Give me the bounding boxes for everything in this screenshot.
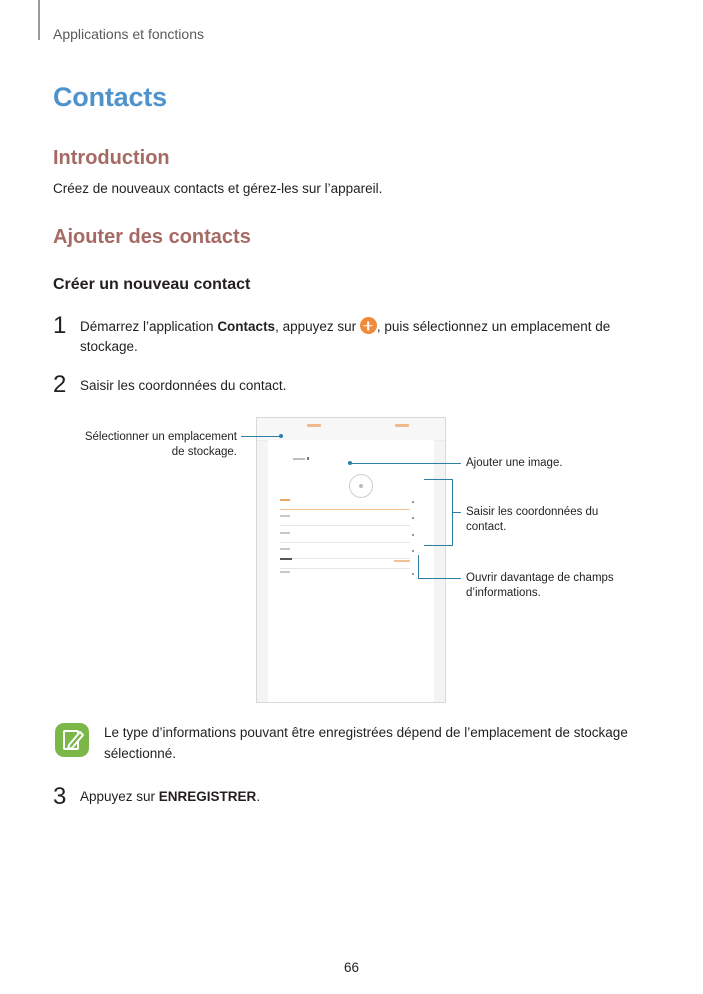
- form-field-line: [280, 525, 410, 526]
- storage-leader-line: [241, 436, 281, 437]
- step-text-part: .: [256, 789, 261, 804]
- form-field-label: [280, 532, 290, 534]
- step-number: 1: [53, 312, 67, 339]
- form-field-line: [280, 509, 410, 510]
- introduction-heading: Introduction: [53, 147, 170, 169]
- cancel-tab: [307, 424, 321, 427]
- callout-text: Saisir les coordonnées du: [466, 506, 599, 518]
- save-tab: [395, 424, 409, 427]
- step-text-part: , appuyez sur: [275, 319, 360, 334]
- image-leader-dot: [348, 461, 352, 465]
- form-field: [280, 570, 420, 582]
- form-field-line: [280, 542, 410, 543]
- camera-icon: [359, 484, 363, 488]
- step-number: 2: [53, 371, 67, 398]
- introduction-text: Créez de nouveaux contacts et gérez-les sur l’appareil.: [53, 181, 383, 196]
- step-text-part: Appuyez sur: [80, 789, 159, 804]
- callout-text: d’informations.: [466, 587, 541, 599]
- more-leader-horizontal: [418, 578, 461, 579]
- note-pencil-icon: [55, 723, 89, 757]
- details-bracket-bottom: [424, 545, 453, 546]
- screenshot-top-bar: [257, 418, 445, 441]
- step-3-text: [80, 787, 260, 807]
- note-line: sélectionné.: [104, 746, 177, 761]
- callout-details: [466, 505, 598, 535]
- app-name: Contacts: [217, 319, 276, 334]
- form-field-label: [280, 548, 290, 550]
- details-leader-line: [452, 512, 461, 513]
- form-field-label: [280, 558, 292, 560]
- step-text-part: Démarrez l’application: [80, 319, 218, 334]
- header-rule: [38, 0, 40, 40]
- step-text-part: , puis sélectionnez un emplacement de: [376, 319, 611, 334]
- add-icon: [412, 517, 414, 519]
- add-icon: [412, 534, 414, 536]
- step-1-text: [80, 317, 640, 357]
- step-2-text: Saisir les coordonnées du contact.: [80, 378, 287, 393]
- page-number: 66: [343, 960, 360, 975]
- page-title: Contacts: [53, 82, 167, 112]
- form-field: [280, 514, 420, 526]
- form-field-label: [280, 515, 290, 517]
- step-number: 3: [53, 783, 67, 810]
- callout-image: Ajouter une image.: [466, 457, 563, 469]
- plus-circle-icon: [360, 317, 377, 334]
- form-field-line: [280, 568, 410, 569]
- note-text: [104, 722, 664, 764]
- storage-selector: [293, 458, 305, 460]
- form-field-label: [280, 571, 290, 573]
- form-field: [280, 557, 420, 569]
- expand-icon: [412, 501, 414, 503]
- callout-more-fields: [466, 571, 614, 601]
- details-bracket-top: [424, 479, 453, 480]
- form-panel: [268, 440, 434, 702]
- save-label: ENREGISTRER: [158, 789, 257, 804]
- more-leader-vertical: [418, 555, 419, 578]
- callout-text: de stockage.: [171, 446, 237, 458]
- image-leader-line: [351, 463, 461, 464]
- group-tag: [394, 560, 410, 562]
- callout-text: Ouvrir davantage de champs: [466, 572, 614, 584]
- note-line: Le type d’informations pouvant être enregistrées dépend de l’emplacement de stockage: [104, 725, 628, 740]
- add-image-icon: [349, 474, 373, 498]
- add-contacts-heading: Ajouter des contacts: [53, 226, 251, 248]
- more-fields-icon: [412, 573, 414, 575]
- callout-text: Sélectionner un emplacement: [84, 431, 237, 443]
- form-field: [280, 531, 420, 543]
- dropdown-arrow-icon: [307, 457, 309, 460]
- callout-storage: [60, 430, 237, 460]
- step-text-part: stockage.: [80, 339, 138, 354]
- callout-text: contact.: [466, 521, 507, 533]
- chapter-title: Applications et fonctions: [53, 26, 204, 42]
- form-field: [280, 498, 420, 510]
- form-field-label: [280, 499, 290, 501]
- add-icon: [412, 550, 414, 552]
- new-contact-subheading: Créer un nouveau contact: [53, 276, 251, 293]
- storage-leader-dot: [279, 434, 283, 438]
